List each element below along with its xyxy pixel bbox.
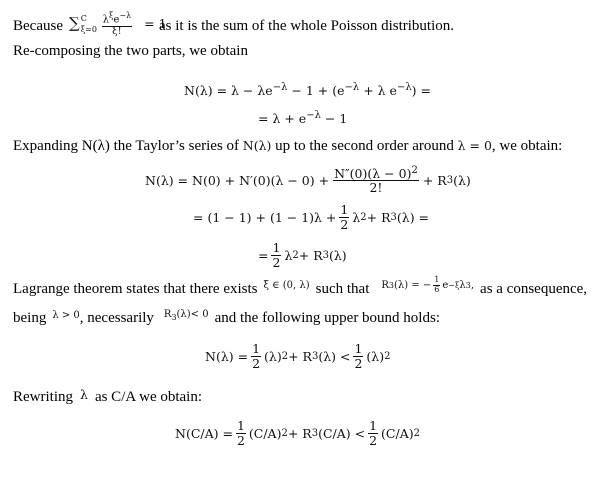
lagrange-text-line-2: being λ > 0 , necessarily $R_3(\lambda)< 0$ and the following upper bound holds: (13, 308, 440, 326)
equation-3: N(λ) = $\frac{1}{2}$ (λ) 2 + R 3 (λ) < $\frac{1}{2}$ (λ) 2 (205, 341, 391, 371)
equation-1-line-1: $N(\lambda) = \lambda - \lambda e^{-\lambda} - 1 + (e^{-\lambda} + \lambda$ $e^{-\lambda}$) = (184, 82, 431, 99)
because-text: Because (13, 18, 63, 34)
poisson-explanation: as it is the sum of the whole Poisson distribution. (159, 18, 454, 34)
lagrange-text-line-1: Lagrange theorem states that there exists ξ ∈ (0, λ) such that R 3 (λ) = − $\frac{1}{6}$ e −ξ λ 3 , as a consequence, (13, 275, 588, 297)
equation-2-line-2: = (1 − 1) + (1 − 1)λ + $\frac{1}{2}$ λ 2 + R 3 (λ) = (193, 202, 430, 232)
equation-2-line-3: = $\frac{1}{2}$ λ 2 + R 3 (λ) (258, 240, 347, 270)
equation-1-line-2: = $\lambda + e^{-\lambda} - 1$ (258, 110, 348, 127)
sum-formula: ∑ C ξ=0 $\frac{\lambda^\xi e^{-\lambda}}{\xi!}$ = 1 (69, 11, 167, 37)
rewriting-text: Rewriting λ as C/A we obtain: (13, 386, 203, 405)
equation-4: N(C/A) = $\frac{1}{2}$ (C/A) 2 + R 3 (C/A) < $\frac{1}{2}$ (C/A) 2 (175, 418, 420, 448)
taylor-expansion-text: Expanding N(λ) the Taylor’s series of N(λ) up to the second order around λ = 0, we obtain: (13, 138, 563, 154)
equation-2-line-1: N(λ) = N(0) + N′(0)(λ − 0) + $\frac{N''(0)(\lambda - 0)^2}{2!}$ + R 3 (λ) (145, 164, 471, 196)
recomposing-text: Re-composing the two parts, we obtain (13, 43, 248, 59)
